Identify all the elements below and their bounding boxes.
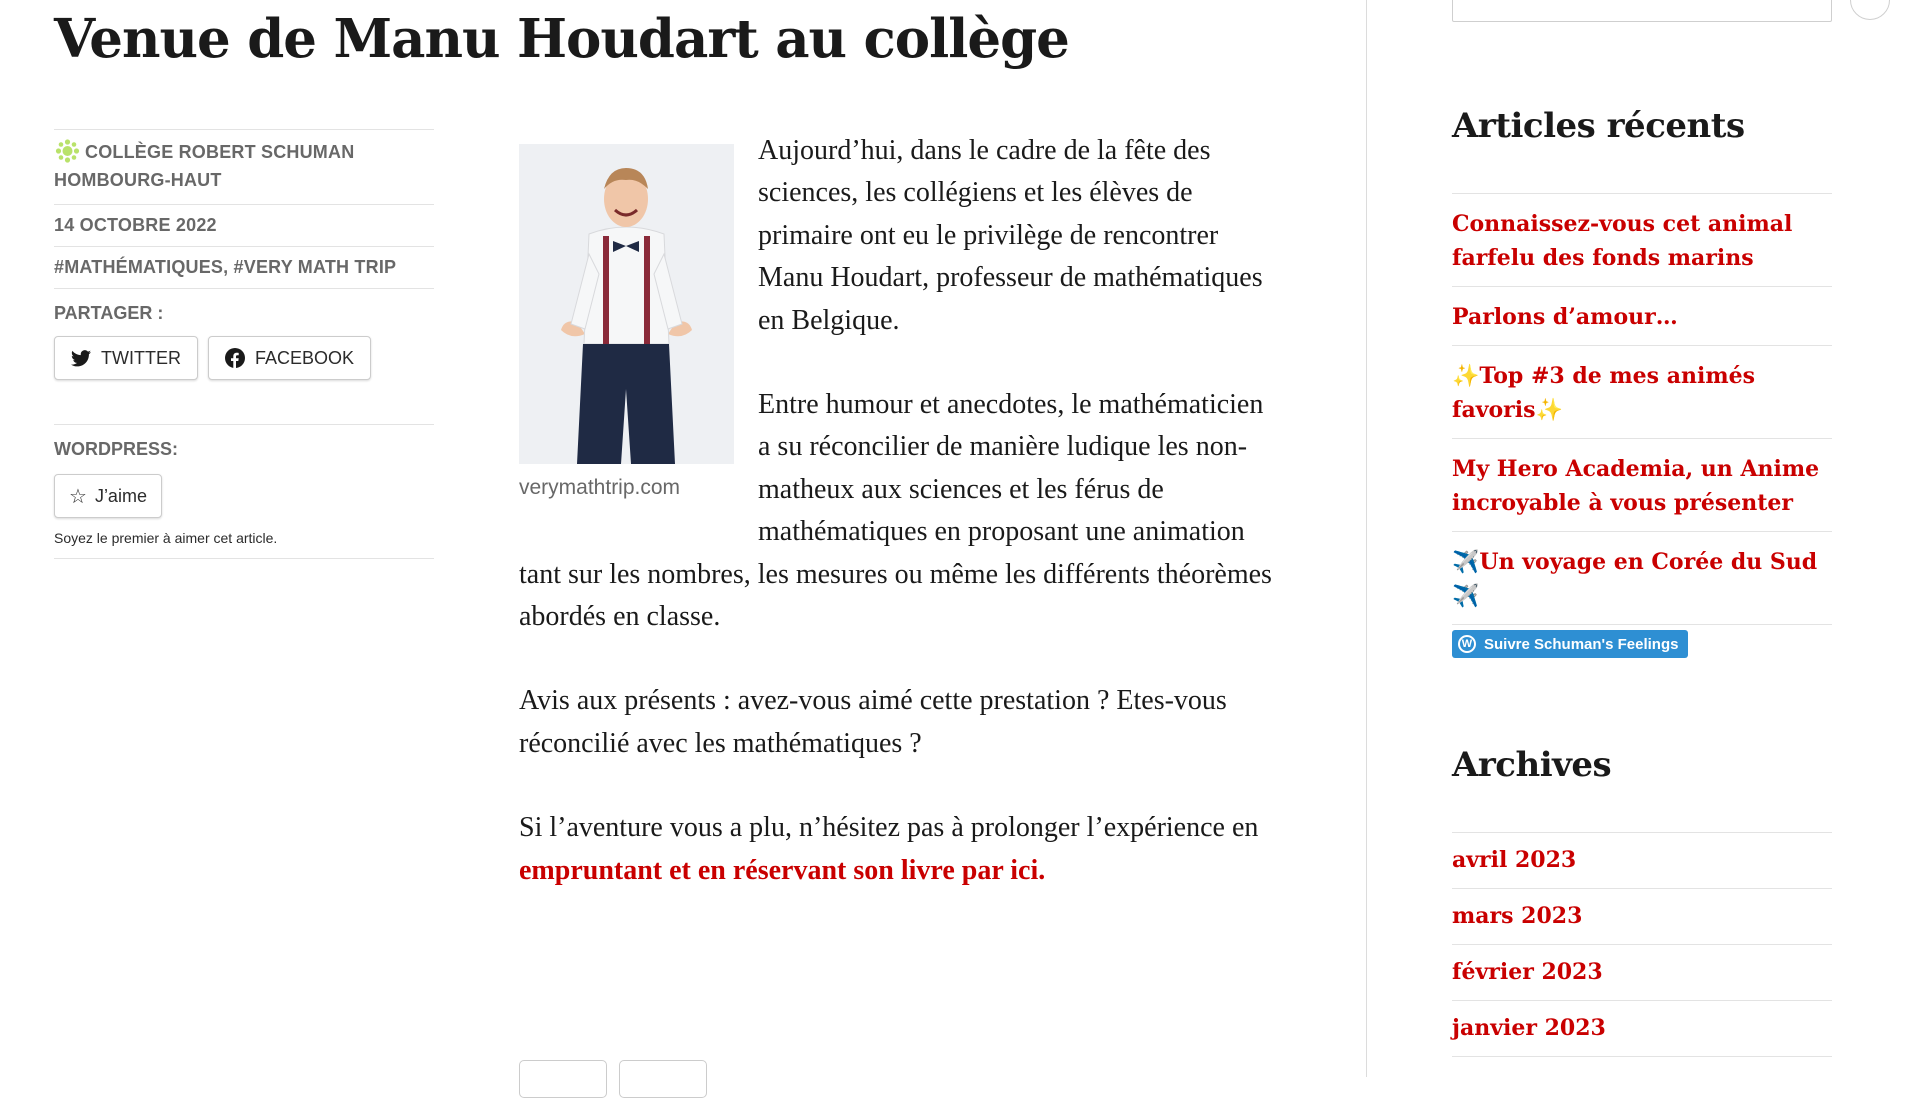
archive-link[interactable]: février 2023 [1452,945,1832,1001]
post-date[interactable]: 14 OCTOBRE 2022 [54,204,434,246]
post-meta [54,129,434,559]
footer-button-1[interactable] [519,1060,607,1098]
search-input[interactable] [1452,0,1832,22]
paragraph-4-text: Si l’aventure vous a plu, n’hésitez pas à prolonger l’expérience en [519,812,1259,844]
like-button[interactable] [54,474,162,518]
recent-post-link[interactable]: Connaissez-vous cet animal farfelu des fonds marins [1452,194,1832,287]
paragraph-2: Entre humour et anecdotes, le mathématicien a su réconcilier de manière ludique les non-matheux aux sciences et les férus de mathématiques en proposant une animation tant sur les nombres, les mesures ou même les différents théorèmes abordés en classe. [519,389,1272,633]
share-buttons [54,336,434,424]
facebook-label: FACEBOOK [254,347,355,368]
recent-post-link[interactable]: Parlons d’amour… [1452,287,1832,346]
author-name[interactable]: COLLÈGE ROBERT SCHUMAN HOMBOURG-HAUT [54,142,355,190]
archive-link[interactable]: avril 2023 [1452,833,1832,889]
wordpress-icon: W [1458,635,1476,653]
post-footer-buttons [519,1060,707,1098]
author-row[interactable] [54,129,434,204]
paragraph-4 [519,807,1279,892]
recent-post-link[interactable]: ✨Top #3 de mes animés favoris✨ [1452,346,1832,439]
recent-post-link[interactable]: My Hero Academia, un Anime incroyable à vous présenter [1452,439,1832,532]
paragraph-3: Avis aux présents : avez-vous aimé cette prestation ? Etes-vous réconcilié avec les mathématiques ? [519,685,1227,759]
facebook-share-button[interactable] [208,336,371,380]
like-label: J’aime [94,485,147,506]
footer-button-2[interactable] [619,1060,707,1098]
facebook-icon [225,348,245,368]
sidebar-divider [1366,0,1367,1077]
archive-link[interactable]: janvier 2023 [1452,1001,1832,1057]
post-title: Venue de Manu Houdart au collège [54,8,1069,70]
borrow-book-link[interactable]: empruntant et en réservant son livre par ici. [519,854,1046,886]
post-content [519,130,1279,934]
image-caption: verymathtrip.com [519,476,681,499]
twitter-bird-icon [71,350,91,367]
recent-post-link[interactable]: ✈️Un voyage en Corée du Sud ✈️ [1452,532,1832,625]
recent-posts-list [1452,193,1832,625]
archives-heading: Archives [1452,745,1612,785]
like-note: Soyez le premier à aimer cet article. [54,530,434,559]
star-icon: ☆ [69,485,87,508]
wordpress-label: WORDPRESS: [54,424,434,460]
follow-blog-button[interactable] [1452,630,1688,658]
share-label: PARTAGER : [54,288,434,324]
post-tags[interactable]: #MATHÉMATIQUES, #VERY MATH TRIP [54,246,434,288]
paragraph-1: Aujourd’hui, dans le cadre de la fête des sciences, les collégiens et les élèves de primaire ont eu le privilège de rencontrer Manu Houdart, professeur de mathématiques en Belgique. [758,135,1263,336]
archives-list [1452,832,1832,1057]
twitter-share-button[interactable] [54,336,198,380]
sun-badge-icon [54,139,81,163]
archive-link[interactable]: mars 2023 [1452,889,1832,945]
follow-label: Suivre Schuman's Feelings [1484,635,1679,653]
search-button[interactable] [1850,0,1890,20]
twitter-label: TWITTER [101,347,181,368]
recent-posts-heading: Articles récents [1452,106,1745,146]
